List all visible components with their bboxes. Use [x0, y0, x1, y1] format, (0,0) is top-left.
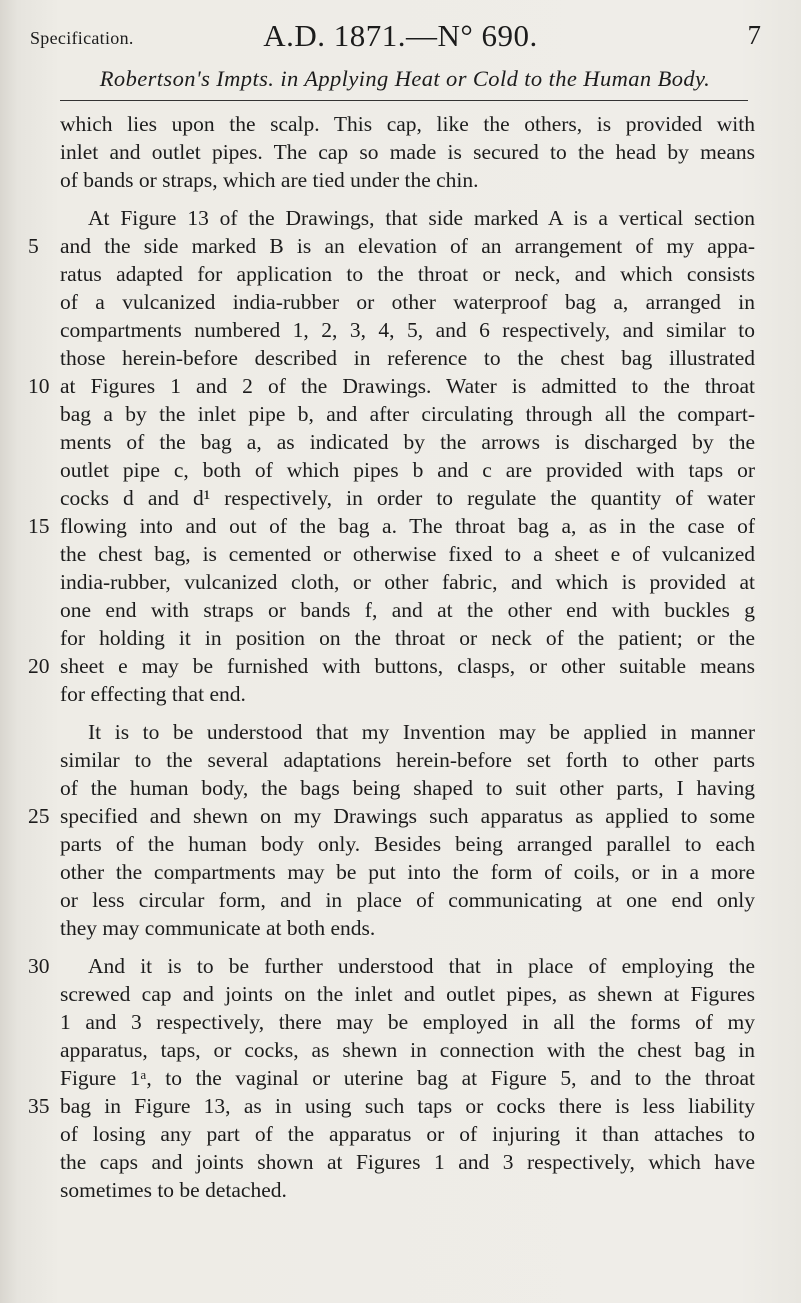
line-number: 35	[28, 1094, 50, 1118]
text-line: specified and shewn on my Drawings such apparatus as applied to some	[60, 804, 755, 828]
line-number: 5	[28, 234, 39, 258]
text-line: which lies upon the scalp. This cap, like the others, is provided with	[60, 112, 755, 136]
text-line: ratus adapted for application to the throat or neck, and which consists	[60, 262, 755, 286]
text-line: It is to be understood that my Invention may be applied in manner	[88, 720, 755, 744]
text-line: the caps and joints shown at Figures 1 and 3 respectively, which have	[60, 1150, 755, 1174]
text-line: cocks d and d¹ respectively, in order to regulate the quantity of water	[60, 486, 755, 510]
text-line: apparatus, taps, or cocks, as shewn in connection with the chest bag in	[60, 1038, 755, 1062]
text-line: for holding it in position on the throat or neck of the patient; or the	[60, 626, 755, 650]
header-title: A.D. 1871.—N° 690.	[263, 18, 538, 53]
text-line: other the compartments may be put into the form of coils, or in a more	[60, 860, 755, 884]
page-header	[0, 16, 801, 56]
text-line: for effecting that end.	[60, 682, 246, 706]
text-line: compartments numbered 1, 2, 3, 4, 5, and 6 respectively, and similar to	[60, 318, 755, 342]
text-line: bag in Figure 13, as in using such taps or cocks there is less liability	[60, 1094, 755, 1118]
text-line: and the side marked B is an elevation of an arrangement of my appa-	[60, 234, 755, 258]
line-number: 20	[28, 654, 50, 678]
line-number: 25	[28, 804, 50, 828]
title-rule	[60, 100, 748, 101]
text-line: And it is to be further understood that in place of employing the	[88, 954, 755, 978]
text-line: sometimes to be detached.	[60, 1178, 287, 1202]
text-line: bag a by the inlet pipe b, and after circulating through all the compart-	[60, 402, 755, 426]
text-line: of bands or straps, which are tied under the chin.	[60, 168, 479, 192]
text-line: inlet and outlet pipes. The cap so made is secured to the head by means	[60, 140, 755, 164]
page-number: 7	[747, 20, 761, 50]
text-line: one end with straps or bands f, and at the other end with buckles g	[60, 598, 755, 622]
line-number: 15	[28, 514, 50, 538]
text-line: india-rubber, vulcanized cloth, or other fabric, and which is provided at	[60, 570, 755, 594]
text-line: At Figure 13 of the Drawings, that side marked A is a vertical section	[88, 206, 755, 230]
line-number: 10	[28, 374, 50, 398]
text-line: similar to the several adaptations herein-before set forth to other parts	[60, 748, 755, 772]
text-line: of the human body, the bags being shaped to suit other parts, I having	[60, 776, 755, 800]
header-label: Specification.	[30, 28, 134, 48]
text-line: at Figures 1 and 2 of the Drawings. Water is admitted to the throat	[60, 374, 755, 398]
text-line: the chest bag, is cemented or otherwise fixed to a sheet e of vulcanized	[60, 542, 755, 566]
text-line: ments of the bag a, as indicated by the arrows is discharged by the	[60, 430, 755, 454]
text-line: of a vulcanized india-rubber or other waterproof bag a, arranged in	[60, 290, 755, 314]
text-line: sheet e may be furnished with buttons, clasps, or other suitable means	[60, 654, 755, 678]
text-line: outlet pipe c, both of which pipes b and c are provided with taps or	[60, 458, 755, 482]
text-line: 1 and 3 respectively, there may be employed in all the forms of my	[60, 1010, 755, 1034]
text-line: parts of the human body only. Besides being arranged parallel to each	[60, 832, 755, 856]
text-line: those herein-before described in reference to the chest bag illustrated	[60, 346, 755, 370]
text-line: flowing into and out of the bag a. The throat bag a, as in the case of	[60, 514, 755, 538]
line-number: 30	[28, 954, 50, 978]
text-line: of losing any part of the apparatus or of injuring it than attaches to	[60, 1122, 755, 1146]
text-line: screwed cap and joints on the inlet and outlet pipes, as shewn at Figures	[60, 982, 755, 1006]
text-line: Figure 1ᵃ, to the vaginal or uterine bag at Figure 5, and to the throat	[60, 1066, 755, 1090]
running-title: Robertson's Impts. in Applying Heat or Cold to the Human Body.	[99, 66, 711, 91]
text-line: or less circular form, and in place of communicating at one end only	[60, 888, 755, 912]
text-line: they may communicate at both ends.	[60, 916, 376, 940]
